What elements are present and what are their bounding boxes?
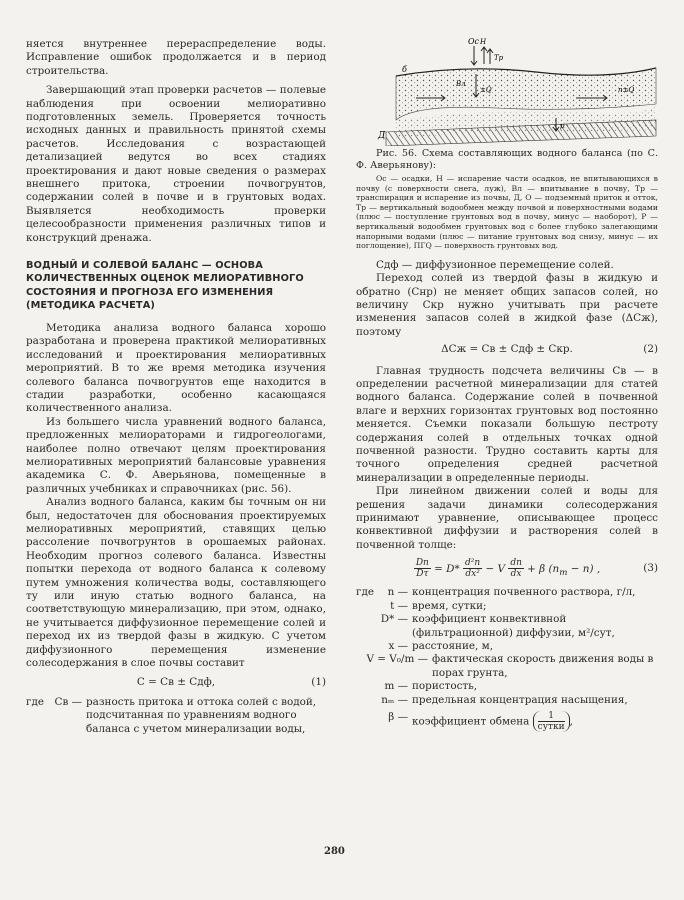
equation-2-number: (2) [643, 343, 658, 356]
definition-text: предельная концентрация насыщения, [412, 693, 628, 706]
paragraph: Анализ водного баланса, каким бы точным он ни был, недостаточен для обоснования проектируемых мелиоративных мероприятий, ставящих целью рассоление почвогрунтов в орошаемых районах. Необходим прогноз солевого баланса. Известны попытки перехода от водного баланса к солевому путем умножения количества воды, составляющего ту или иную статью водного баланса, на соответствующую минерализацию, при этом, однако, не учитывается диффузионное перемещение солей и переход их из твердой фазы в жидкую. С учетом диффузионного перемещения изменение солесодержания в слое почвы составит [26, 496, 326, 670]
paragraph: няется внутреннее перераспределение воды. Исправление ошибок продолжается и в период строительства. [26, 38, 326, 77]
paragraph: Методика анализа водного баланса хорошо разработана и проверена практикой мелиоративных исследований и проектирования мелиоративных мероприятий. В то же время методика изучения солевого баланса почвогрунтов еще находится в стадии разработки, особенно касающаяся количественного анализа. [26, 321, 326, 415]
definition-row [356, 613, 658, 640]
paragraph: Завершающий этап проверки расчетов — полевые наблюдения при освоении мелиоративно подготовленных земель. Проверяется точность исходных данных и правильность принятой схемы расчетов. Исследования с возрастающей детализацией ведутся во всех стадиях проектирования и дают новые сведения о размерах внешнего притока, строении почвогрунтов, содержании солей в почве и в грунтовых водах. Выявляется необходимость проверки целесообразности применения различных типов и конструкций дренажа. [26, 84, 326, 244]
equation-3-number: (3) [643, 562, 658, 575]
definition-symbol: β — [388, 710, 408, 723]
definition-symbol: m — [384, 680, 408, 693]
definition-symbol: nₘ — [381, 693, 408, 706]
beta-unit [533, 711, 570, 732]
paragraph: Переход солей из твердой фазы в жидкую и обратно (Cнр) не меняет общих запасов солей, но величину Cкр нужно учитывать при расчете изменения запасов солей в жидкой фазе (ΔCж), поэтому [356, 272, 658, 338]
definition-text: пористость, [412, 680, 478, 693]
equation-3 [356, 558, 658, 580]
definition-row [356, 600, 658, 613]
beta-unit-numerator: 1 [538, 711, 565, 722]
definition-row [356, 653, 658, 680]
definition-symbol: V = V₀/m — [366, 653, 428, 666]
where-label: где [356, 586, 374, 599]
equation-1 [26, 676, 326, 689]
definition-text: расстояние, м, [412, 639, 494, 652]
equation-2-body: ΔCж = Cв ± Cдф ± Cкр. [441, 343, 573, 356]
definition-row [356, 711, 658, 732]
equation-3-body: $\frac{Dn}{D\tau}$ = D* $\frac{\text{d²n}}{\text{dx²}}$ − V $\frac{dn}{dx}$ + β $(n_m - n)$ , [415, 558, 601, 580]
definitions-list [356, 586, 658, 732]
figure-caption [356, 148, 658, 251]
water-balance-figure [356, 34, 658, 146]
definition-text: коэффициент обмена $\frac{1}{\text{сутки}}$ , [412, 710, 573, 732]
label-h: Н [480, 38, 487, 46]
left-column [26, 38, 326, 736]
equation-1-body: C = Cв ± Cдф, [136, 676, 216, 689]
label-b: б [402, 65, 407, 74]
equation-2 [356, 343, 658, 356]
label-vl: Вл [456, 80, 466, 88]
paragraph: Cдф — диффузионное перемещение солей. [376, 258, 614, 271]
definition-row [356, 586, 658, 599]
definition-row [26, 696, 326, 736]
caption-body: Ос — осадки, Н — испарение части осадков, не впитывающихся в почву (с поверхности снега, луж), Вл — впитывание в почву, Тр — транспирация и испарение из почвы, Д, О — подземный приток и отток, Тр — вертикальный водообмен между почвой и поверхностными водами (плюс — поступление грунтовых вод в почву, минус — наоборот), Р — вертикальный водообмен грунтовых вод с более глубоко залегающими напорными водами (плюс — питание грунтовых вод снизу, минус — их поглощение), ПГQ — поверхность грунтовых вод. [356, 174, 658, 251]
definition-symbol: D* — [380, 613, 408, 626]
right-column [356, 34, 658, 732]
beta-unit-denominator: сутки [537, 721, 565, 732]
definition-text: фактическая скорость движения воды в порах грунта, [432, 653, 654, 679]
definition-symbol: t — [390, 599, 408, 612]
definition-row [356, 680, 658, 693]
definition-symbol: n — [387, 586, 408, 599]
water-balance-diagram [356, 34, 658, 146]
section-heading: ВОДНЫЙ И СОЛЕВОЙ БАЛАНС — ОСНОВА КОЛИЧЕСТВЕННЫХ ОЦЕНОК МЕЛИОРАТИВНОГО СОСТОЯНИЯ И ПРОГНОЗА ЕГО ИЗМЕНЕНИЯ (МЕТОДИКА РАСЧЕТА) [26, 260, 304, 311]
paragraph: Главная трудность подсчета величины Cв — в определении расчетной минерализации для статей водного баланса. Содержание солей в почвенной влаге и верхних горизонтах грунтовых вод постоянно меняется. Съемки показали большую пестроту содержания солей в отдельных точках одной почвенной разности. Трудно составить карты для точного определения средней расчетной минерализации в определенные периоды. [356, 364, 658, 484]
definition-row [356, 694, 658, 707]
definition-symbol: Cв — [54, 695, 82, 708]
label-tr: Тр [494, 54, 504, 62]
definition-text: разность притока и оттока солей с водой, подсчитанная по уравнениям водного баланса с учетом минерализации воды, [86, 695, 317, 735]
definition-text: коэффициент конвективной (фильтрационной) диффузии, м²/сут, [412, 613, 615, 639]
definition-text: концентрация почвенного раствора, г/л, [412, 586, 636, 599]
paragraph: Из большего числа уравнений водного баланса, предложенных мелиораторами и гидрогеологами, наиболее полно отвечают целям проектирования мелиоративных мероприятий балансовые уравнения академика С. Ф. Аверьянова, помещенные в различных учебниках и справочниках (рис. 56). [26, 415, 326, 495]
label-oc: Ос [468, 37, 480, 46]
definition-symbol: x — [388, 639, 408, 652]
label-d: Д [378, 131, 386, 141]
beta-description: коэффициент обмена [412, 715, 530, 728]
where-label: где [26, 695, 44, 708]
equation-1-number: (1) [311, 676, 326, 689]
paragraph: При линейном движении солей и воды для решения задачи динамики солесодержания принимают уравнение, описывающее процесс конвективной диффузии и растворения солей в почвенной толще: [356, 485, 658, 551]
caption-title: Рис. 56. Схема составляющих водного баланса (по С. Ф. Аверьянову): [356, 148, 658, 171]
label-q: ±Q [480, 86, 492, 94]
label-ne: n±Q [618, 86, 635, 94]
page-number: 280 [324, 846, 345, 857]
definition-text: время, сутки; [412, 599, 487, 612]
label-p: р [560, 122, 565, 130]
definition-row [356, 640, 658, 653]
